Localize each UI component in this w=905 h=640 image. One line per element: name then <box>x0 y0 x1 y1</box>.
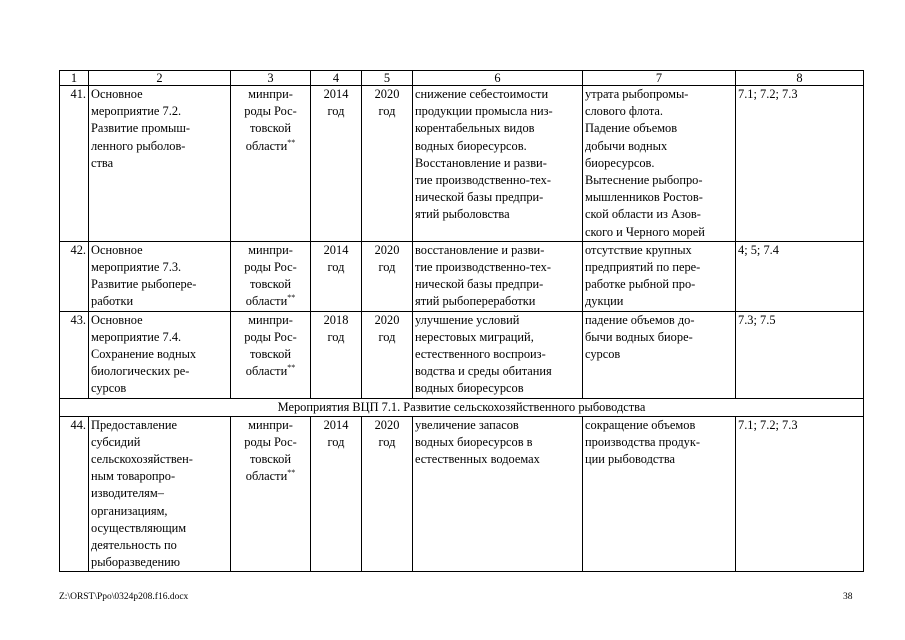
cell-line: 7.1; 7.2; 7.3 <box>738 87 798 101</box>
cell-line-text: продукции промысла низ- <box>415 104 553 119</box>
cell-line-text: минпри- <box>248 312 293 327</box>
footnote-marker: ** <box>287 363 296 373</box>
cell-line-text: роды Рос- <box>244 104 297 119</box>
cell-line-text: добычи водных <box>585 138 668 153</box>
cell-line-text: области <box>245 364 288 379</box>
cell-line <box>233 259 308 276</box>
cell-line <box>91 276 228 293</box>
cell-line <box>233 363 308 380</box>
header-cell: 4 <box>311 71 362 86</box>
cell-line <box>585 86 733 103</box>
cell-line-text: предприятий по пере- <box>585 260 701 275</box>
cell-line: год <box>327 434 345 449</box>
table-row <box>60 311 864 398</box>
section-row <box>60 398 864 416</box>
cell-line-text: товской <box>250 347 291 362</box>
cell-line-text: осуществляющим <box>91 520 187 535</box>
cell-line <box>415 172 580 189</box>
cell-line: год <box>327 104 345 119</box>
end-year-cell <box>362 416 413 572</box>
cell-line-text: Основное <box>91 242 143 257</box>
row-number-cell <box>60 241 89 311</box>
cell-line-text: Основное <box>91 312 143 327</box>
start-year-cell <box>311 86 362 242</box>
cell-line-text: мышленников Ростов- <box>585 190 703 205</box>
cell-line-text: работки <box>91 294 134 309</box>
header-cell: 8 <box>736 71 864 86</box>
cell-line: год <box>378 260 396 275</box>
cell-line <box>91 417 228 434</box>
cell-line <box>585 172 733 189</box>
cell-line-text: ным товаропро- <box>91 469 176 484</box>
cell-line <box>415 259 580 276</box>
start-year-cell <box>311 311 362 398</box>
cell-line-text: организациям, <box>91 503 168 518</box>
cell-line <box>233 417 308 434</box>
cell-line-text: водных биоресурсов <box>415 381 524 396</box>
header-cell: 5 <box>362 71 413 86</box>
cell-line <box>233 242 308 259</box>
cell-line-text: Восстановление и разви- <box>415 155 547 170</box>
cell-line <box>415 120 580 137</box>
cell-line-text: тие производственно-тех- <box>415 173 551 188</box>
cell-line-text: Сохранение водных <box>91 347 197 362</box>
cell-line <box>233 434 308 451</box>
cell-line-text: области <box>245 294 288 309</box>
cell-line: 2020 <box>374 242 400 257</box>
cell-line <box>415 155 580 172</box>
cell-line-text: мероприятие 7.2. <box>91 104 182 119</box>
cell-line <box>415 206 580 223</box>
cell-line-text: роды Рос- <box>244 329 297 344</box>
cell-line <box>415 103 580 120</box>
cell-line-text: ского и Черного морей <box>585 224 705 239</box>
cell-line: 2020 <box>374 417 400 432</box>
cell-line <box>415 417 580 434</box>
cell-line: 7.3; 7.5 <box>738 312 776 327</box>
cell-line <box>585 224 733 241</box>
cell-line-text: утрата рыбопромы- <box>585 87 689 101</box>
consequence-cell <box>583 311 736 398</box>
executor-cell <box>231 311 311 398</box>
cell-line-text: товской <box>250 121 291 136</box>
cell-line <box>233 86 308 103</box>
expected-result-cell <box>413 311 583 398</box>
cell-line: 4; 5; 7.4 <box>738 242 779 257</box>
cell-line-text: Вытеснение рыбопро- <box>585 173 703 188</box>
cell-line-text: нической базы предпри- <box>415 190 544 205</box>
cell-line: год <box>378 329 396 344</box>
expected-result-cell <box>413 416 583 572</box>
cell-line-text: роды Рос- <box>244 434 297 449</box>
cell-line <box>91 503 228 520</box>
cell-line-text: улучшение условий <box>415 312 520 327</box>
end-year-cell <box>362 241 413 311</box>
cell-line: год <box>327 260 345 275</box>
cell-line-text: Развитие рыбопере- <box>91 277 197 292</box>
cell-line-text: минпри- <box>248 242 293 257</box>
cell-line-text: нерестовых миграций, <box>415 329 534 344</box>
cell-line <box>233 346 308 363</box>
cell-line <box>415 451 580 468</box>
cell-line <box>415 276 580 293</box>
cell-line-text: рыборазведению <box>91 555 181 570</box>
cell-line <box>585 242 733 259</box>
cell-line <box>91 259 228 276</box>
cell-line-text: ской области из Азов- <box>585 207 701 222</box>
cell-line-text: увеличение запасов <box>415 417 519 432</box>
cell-line-text: ленного рыболов- <box>91 138 186 153</box>
cell-line <box>585 346 733 363</box>
cell-line <box>91 520 228 537</box>
cell-line-text: дукции <box>585 294 624 309</box>
cell-line-text: области <box>245 138 288 153</box>
cell-line <box>415 86 580 103</box>
cell-line-text: падение объемов до- <box>585 312 695 327</box>
cell-line <box>91 468 228 485</box>
cell-line-text: мероприятие 7.4. <box>91 329 182 344</box>
cell-line <box>585 434 733 451</box>
cell-line <box>585 206 733 223</box>
cell-line <box>585 417 733 434</box>
executor-cell <box>231 416 311 572</box>
cell-line <box>91 103 228 120</box>
cell-line <box>233 468 308 485</box>
cell-line-text: сельскохозяйствен- <box>91 452 193 467</box>
cell-line <box>91 363 228 380</box>
cell-line-text: товской <box>250 452 291 467</box>
cell-line <box>91 485 228 502</box>
cell-line: год <box>378 104 396 119</box>
row-number-cell <box>60 86 89 242</box>
indicators-cell <box>736 311 864 398</box>
cell-line-text: биологических ре- <box>91 364 190 379</box>
consequence-cell <box>583 86 736 242</box>
cell-line-text: водных биоресурсов. <box>415 138 527 153</box>
cell-line <box>415 242 580 259</box>
cell-line-text: области <box>245 469 288 484</box>
footer-page-number: 38 <box>843 592 853 602</box>
cell-line <box>585 451 733 468</box>
consequence-cell <box>583 416 736 572</box>
cell-line <box>415 380 580 397</box>
cell-line <box>91 293 228 310</box>
cell-line: 2014 <box>323 87 349 101</box>
section-title: Мероприятия ВЦП 7.1. Развитие сельскохозяйственного рыбоводства <box>60 398 864 416</box>
cell-line-text: сокращение объемов <box>585 417 696 432</box>
cell-line: 42. <box>70 242 86 257</box>
cell-line <box>91 451 228 468</box>
cell-line-text: естественного воспроиз- <box>415 347 546 362</box>
cell-line <box>91 346 228 363</box>
cell-line <box>91 155 228 172</box>
cell-line-text: тие производственно-тех- <box>415 260 551 275</box>
row-number-cell <box>60 311 89 398</box>
cell-line <box>585 312 733 329</box>
cell-line <box>585 120 733 137</box>
cell-line <box>233 312 308 329</box>
cell-line-text: ства <box>91 155 114 170</box>
cell-line: год <box>327 329 345 344</box>
cell-line <box>415 189 580 206</box>
start-year-cell <box>311 416 362 572</box>
cell-line <box>585 103 733 120</box>
cell-line-text: работке рыбной про- <box>585 277 696 292</box>
cell-line <box>91 329 228 346</box>
cell-line <box>415 329 580 346</box>
cell-line-text: слового флота. <box>585 104 664 119</box>
header-cell: 7 <box>583 71 736 86</box>
activity-name-cell <box>89 311 231 398</box>
cell-line-text: Основное <box>91 87 143 101</box>
cell-line-text: восстановление и разви- <box>415 242 545 257</box>
activity-name-cell <box>89 241 231 311</box>
consequence-cell <box>583 241 736 311</box>
cell-line <box>415 293 580 310</box>
cell-line-text: товской <box>250 277 291 292</box>
cell-line-text: биоресурсов. <box>585 155 655 170</box>
executor-cell <box>231 241 311 311</box>
cell-line: 41. <box>70 87 86 101</box>
cell-line <box>233 293 308 310</box>
expected-result-cell <box>413 86 583 242</box>
cell-line: год <box>378 434 396 449</box>
cell-line: 2018 <box>323 312 349 327</box>
indicators-cell <box>736 241 864 311</box>
header-cell: 1 <box>60 71 89 86</box>
footnote-marker: ** <box>287 468 296 478</box>
cell-line-text: Развитие промыш- <box>91 121 191 136</box>
cell-line-text: корентабельных видов <box>415 121 535 136</box>
cell-line <box>415 346 580 363</box>
activities-table <box>59 70 864 572</box>
cell-line-text: естественных водоемах <box>415 452 540 467</box>
cell-line <box>585 329 733 346</box>
cell-line <box>585 138 733 155</box>
cell-line <box>233 329 308 346</box>
cell-line <box>585 155 733 172</box>
footnote-marker: ** <box>287 293 296 303</box>
header-cell: 6 <box>413 71 583 86</box>
cell-line <box>233 120 308 137</box>
cell-line <box>233 451 308 468</box>
cell-line <box>585 293 733 310</box>
cell-line <box>233 103 308 120</box>
cell-line-text: бычи водных биоре- <box>585 329 693 344</box>
cell-line <box>91 312 228 329</box>
cell-line: 7.1; 7.2; 7.3 <box>738 417 798 432</box>
cell-line-text: мероприятие 7.3. <box>91 260 182 275</box>
cell-line-text: сурсов <box>91 381 127 396</box>
cell-line <box>585 259 733 276</box>
cell-line <box>91 138 228 155</box>
activity-name-cell <box>89 86 231 242</box>
cell-line-text: роды Рос- <box>244 260 297 275</box>
cell-line <box>233 138 308 155</box>
cell-line-text: производства продук- <box>585 434 700 449</box>
table-row <box>60 241 864 311</box>
cell-line <box>91 242 228 259</box>
cell-line <box>415 312 580 329</box>
cell-line: 44. <box>70 417 86 432</box>
cell-line <box>415 138 580 155</box>
header-row <box>60 71 864 86</box>
table-row <box>60 416 864 572</box>
end-year-cell <box>362 86 413 242</box>
cell-line: 43. <box>70 312 86 327</box>
cell-line-text: ции рыбоводства <box>585 452 676 467</box>
cell-line <box>91 86 228 103</box>
cell-line-text: минпри- <box>248 87 293 101</box>
indicators-cell <box>736 416 864 572</box>
end-year-cell <box>362 311 413 398</box>
cell-line-text: водства и среды обитания <box>415 364 552 379</box>
cell-line <box>585 189 733 206</box>
cell-line <box>91 120 228 137</box>
cell-line-text: нической базы предпри- <box>415 277 544 292</box>
cell-line-text: водных биоресурсов в <box>415 434 533 449</box>
cell-line: 2020 <box>374 312 400 327</box>
cell-line-text: изводителям– <box>91 486 164 501</box>
header-cell: 2 <box>89 71 231 86</box>
cell-line-text: сурсов <box>585 347 621 362</box>
cell-line-text: деятельность по <box>91 538 177 553</box>
cell-line <box>91 537 228 554</box>
cell-line <box>91 380 228 397</box>
cell-line-text: снижение себестоимости <box>415 87 549 101</box>
cell-line <box>233 276 308 293</box>
table-row <box>60 86 864 242</box>
expected-result-cell <box>413 241 583 311</box>
activity-name-cell <box>89 416 231 572</box>
cell-line: 2020 <box>374 87 400 101</box>
executor-cell <box>231 86 311 242</box>
cell-line-text: субсидий <box>91 434 141 449</box>
cell-line-text: Падение объемов <box>585 121 678 136</box>
cell-line: 2014 <box>323 417 349 432</box>
row-number-cell <box>60 416 89 572</box>
footnote-marker: ** <box>287 137 296 147</box>
cell-line <box>585 276 733 293</box>
cell-line-text: ятий рыболовства <box>415 207 510 222</box>
cell-line <box>91 554 228 571</box>
cell-line-text: минпри- <box>248 417 293 432</box>
cell-line-text: Предоставление <box>91 417 177 432</box>
cell-line-text: ятий рыбопереработки <box>415 294 536 309</box>
cell-line <box>91 434 228 451</box>
indicators-cell <box>736 86 864 242</box>
footer-file-path: Z:\ORST\Ppo\0324p208.f16.docx <box>59 592 189 602</box>
cell-line <box>415 363 580 380</box>
cell-line-text: отсутствие крупных <box>585 242 692 257</box>
start-year-cell <box>311 241 362 311</box>
cell-line: 2014 <box>323 242 349 257</box>
cell-line <box>415 434 580 451</box>
header-cell: 3 <box>231 71 311 86</box>
